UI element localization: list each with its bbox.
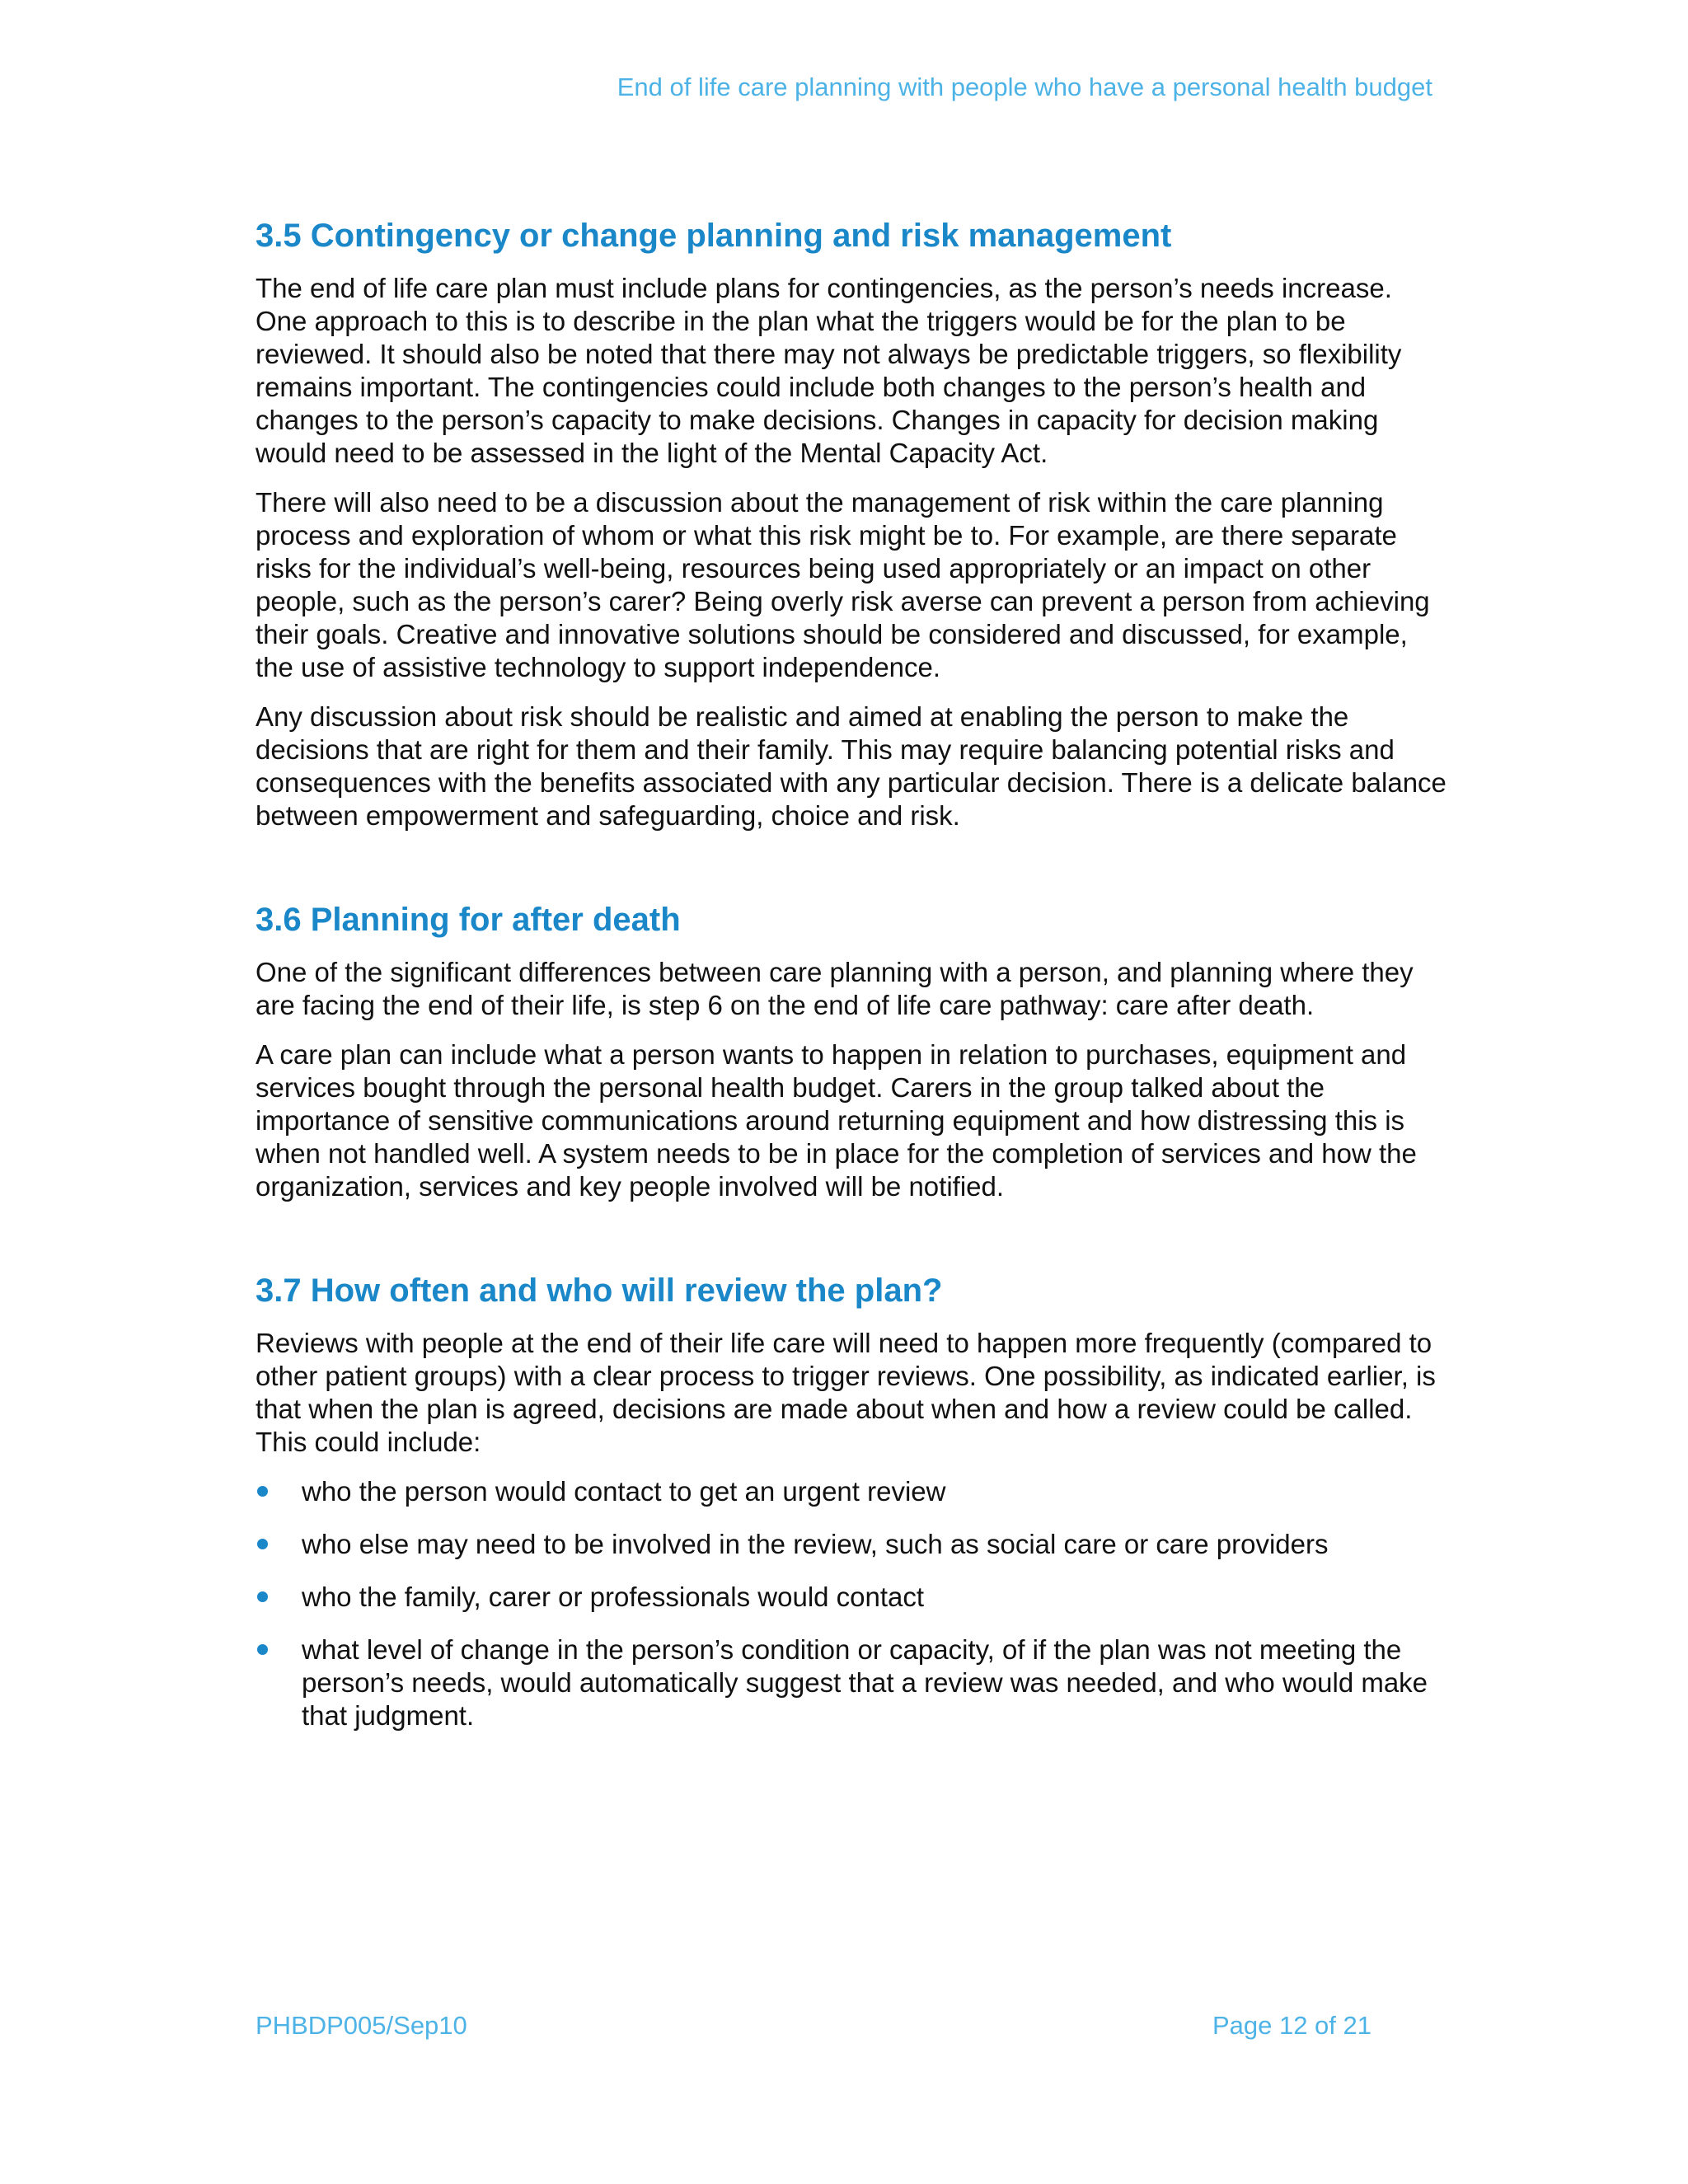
body-paragraph: There will also need to be a discussion about the management of risk within the care planning process and exploration of whom or what this risk might be to. For example, are there separate risks for the individual’s well-being, resources being used appropriately or an impact on other people, such as the person’s carer? Being overly risk averse can prevent a person from achieving their goals. Creative and innovative solutions should be considered and discussed, for example, the use of assistive technology to support independence. (256, 487, 1430, 682)
list-item-text: what level of change in the person’s condition or capacity, of if the plan was not meeting the person’s needs, would automatically suggest that a review was needed, and who would make that judgment. (302, 1634, 1428, 1731)
footer-doc-code: PHBDP005/Sep10 (256, 2011, 467, 2040)
section-review-plan (256, 1271, 1451, 1732)
body-paragraph: Any discussion about risk should be realistic and aimed at enabling the person to make the decisions that are right for them and their family. This may require balancing potential risks and consequences with the benefits associated with any particular decision. There is a delicate balance between empowerment and safeguarding, choice and risk. (256, 701, 1447, 831)
list-item (256, 1475, 1451, 1508)
bullet-icon (257, 1539, 268, 1549)
section-heading: 3.5 Contingency or change planning and risk management (256, 218, 1172, 254)
section-heading: 3.6 Planning for after death (256, 902, 681, 938)
body-paragraph: The end of life care plan must include plans for contingencies, as the person’s needs increase. One approach to this is to describe in the plan what the triggers would be for the plan to be reviewed. It should also be noted that there may not always be predictable triggers, so flexibility remains important. The contingencies could include both changes to the person’s health and changes to the person’s capacity to make decisions. Changes in capacity for decision making would need to be assessed in the light of the Mental Capacity Act. (256, 273, 1402, 468)
page-content (256, 216, 1451, 1752)
body-paragraph: Reviews with people at the end of their life care will need to happen more frequently (compared to other patient groups) with a clear process to trigger reviews. One possibility, as indicated earlier, is that when the plan is agreed, decisions are made about when and how a review could be called. This could include: (256, 1328, 1436, 1457)
body-paragraph: A care plan can include what a person wants to happen in relation to purchases, equipment and services bought through the personal health budget. Carers in the group talked about the importance of sensitive communications around returning equipment and how distressing this is when not handled well. A system needs to be in place for the completion of services and how the organization, services and key people involved will be notified. (256, 1039, 1417, 1202)
list-item-text: who the family, carer or professionals would contact (302, 1582, 925, 1612)
section-planning-after-death (256, 900, 1451, 1203)
footer-page-number: Page 12 of 21 (1212, 2011, 1372, 2040)
section-contingency-planning (256, 216, 1451, 832)
list-item-text: who the person would contact to get an urgent review (302, 1476, 946, 1507)
bullet-icon (257, 1591, 268, 1602)
bullet-icon (257, 1486, 268, 1497)
list-item (256, 1633, 1451, 1732)
section-heading: 3.7 How often and who will review the plan? (256, 1272, 943, 1309)
running-header: End of life care planning with people who have a personal health budget (617, 73, 1432, 101)
review-triggers-list (256, 1475, 1451, 1732)
list-item (256, 1581, 1451, 1614)
bullet-icon (257, 1644, 268, 1655)
list-item-text: who else may need to be involved in the review, such as social care or care providers (302, 1529, 1329, 1559)
body-paragraph: One of the significant differences between care planning with a person, and planning where they are facing the end of their life, is step 6 on the end of life care pathway: care after death. (256, 957, 1414, 1020)
list-item (256, 1528, 1451, 1561)
